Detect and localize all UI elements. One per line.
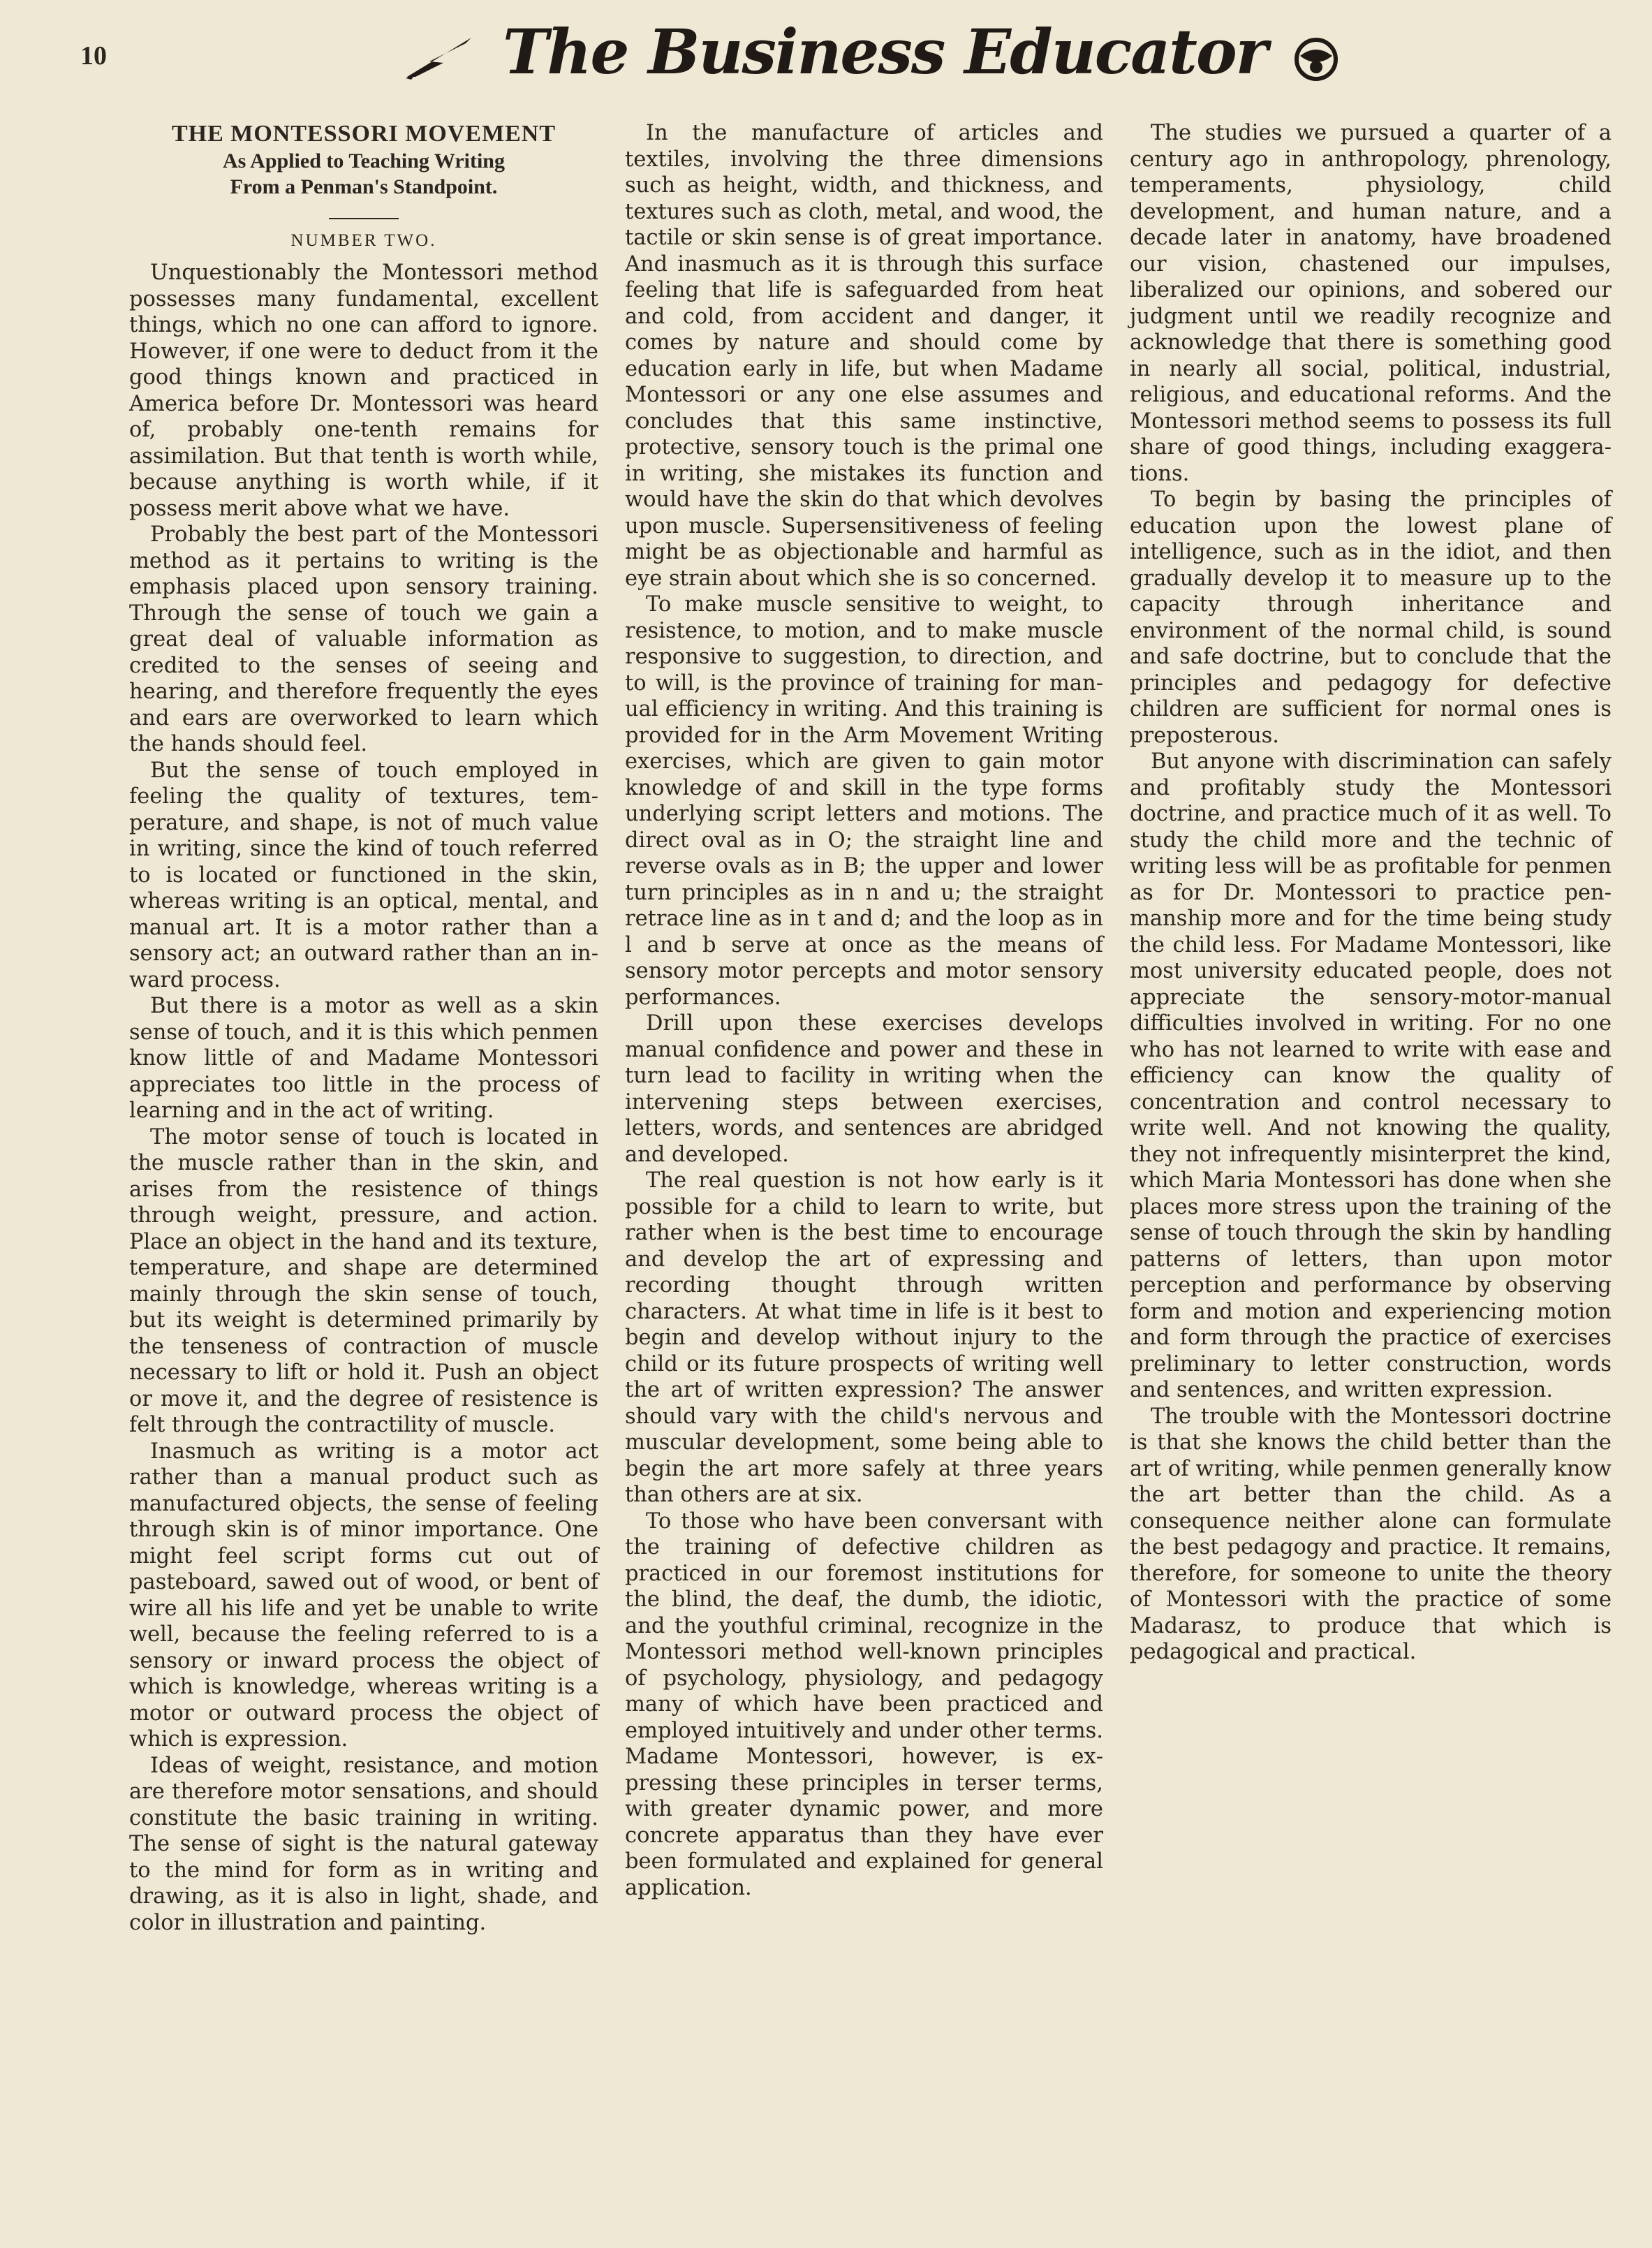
paragraph: But there is a motor as well as a skin sense of touch, and it is this which penmen know little of and Madame Montessori appreciates too little in the process of learning and in the act of writing. [129, 994, 598, 1123]
paragraph: Inasmuch as writing is a motor act rather than a manual product such as manufactured objects, the sense of feeling through skin is of minor importance. One might feel script forms cut out of pasteboard, sawed out of wood, or bent of wire all his life and yet be unable to write well, because the feeling referred to is a sensory or inward process the object of which is knowledge, whereas writing is a motor or outward process the object of which is expression. [129, 1439, 598, 1751]
paragraph: The trouble with the Montessori doctrine is that she knows the child better than the art of writing, while penmen generally know the art better than the child. As a consequence neither alone can formulate the best pedagogy and practice. It remains, therefore, for someone to unite the theory of Montessori with the practice of some Madarasz, to produce that which is pedagogical and practical. [1130, 1404, 1612, 1664]
page-number: 10 [80, 41, 107, 71]
title-divider [329, 218, 399, 219]
paragraph: Ideas of weight, resistance, and motion are therefore motor sensations, and should constitute the basic training in writing. The sense of sight is the natural gateway to the mind for form as in writing and drawing, as it is also in light, shade, and color in illustration and painting. [129, 1753, 598, 1935]
paragraph: Unquestionably the Montessori method possesses many fundamental, excellent things, which no one can afford to ignore. However, if one were to deduct from it the good things known and practiced in America before Dr. Montessori was heard of, probably one-tenth remains for assimilation. But that tenth is worth while, because anything is worth while, if it possess merit above what we have. [129, 260, 598, 521]
paragraph: To make muscle sensitive to weight, to resistence, to motion, and to make muscle responsive to suggestion, to direction, and to will, is the province of training for manual efficiency in writing. And this training is provided for in the Arm Movement Writing exercises, which are given to gain motor knowledge of and skill in the type forms underlying script letters and motions. The direct oval as in O; the straight line and reverse ovals as in B; the upper and lower turn principles as in n and u; the straight retrace line as in t and d; and the loop as in l and b serve at once as the means of sensory motor percepts and motor sensory performances. [625, 592, 1103, 1010]
paragraph: In the manufacture of articles and textiles, involving the three dimensions such as height, width, and thickness, and textures such as cloth, metal, and wood, the tactile or skin sense is of great importance. And inasmuch as it is through this surface feeling that life is safeguarded from heat and cold, from accident and danger, it comes by nature and should come by education early in life, but when Madame Montessori or any one else assumes and concludes that this same instinctive, protective, sensory touch is the primal one in writing, she mistakes its function and would have the skin do that which devolves upon muscle. Supersensitiveness of feeling might be as objectionable and harmful as eye strain about which she is so concerned. [625, 121, 1103, 591]
column-1 [129, 120, 598, 1936]
paragraph: The studies we pursued a quarter of a century ago in anthropology, phrenology, temperaments, physiology, child development, and human nature, and a decade later in anatomy, have broadened our vision, chastened our impulses, liberalized our opinions, and sobered our judgment until we readily recognize and acknowledge that there is something good in nearly all social, political, industrial, religious, and educational reforms. And the Montessori method seems to possess its full share of good things, including exaggerations. [1130, 121, 1612, 486]
paragraph: The real question is not how early is it possible for a child to learn to write, but rather when is the best time to encourage and develop the art of expressing and recording thought through written characters. At what time in life is it best to begin and develop without injury to the child or its future prospects of writing well the art of written expression? The answer should vary with the child's nervous and muscular development, some being able to begin the art more safely at three years than others are at six. [625, 1168, 1103, 1507]
publication-title: The Business Educator [503, 15, 1267, 88]
column-3 [1130, 120, 1612, 1666]
masthead [0, 0, 1652, 105]
paragraph: The motor sense of touch is located in the muscle rather than in the skin, and arises from the resistence of things through weight, pressure, and action. Place an object in the hand and its texture, temperature, and shape are determined mainly through the skin sense of touch, but its weight is determined primarily by the tenseness of contraction of muscle necessary to lift or hold it. Push an object or move it, and the degree of resistence is felt through the contractility of muscle. [129, 1124, 598, 1437]
paragraph: But the sense of touch employed in feeling the quality of textures, temperature, and shape, is not of much value in writing, since the kind of touch referred to is located or functioned in the skin, whereas writing is an optical, mental, and manual art. It is a motor rather than a sensory act; an outward rather than an inward process. [129, 758, 598, 992]
paragraph: Drill upon these exercises develops manual confidence and power and these in turn lead to facility in writing when the intervening steps between exercises, letters, words, and sentences are abridged and developed. [625, 1011, 1103, 1167]
article-subtitle-line1: As Applied to Teaching Writing [222, 149, 505, 172]
paragraph: To those who have been conversant with the training of defective children as practiced in our foremost institutions for the blind, the deaf, the dumb, the idiotic, and the youthful criminal, recognize in the Montessori method well-known principles of psychology, physiology, and pedagogy many of which have been practiced and employed intuitively and under other terms. Madame Montessori, however, is expressing these principles in terser terms, with greater dynamic power, and more concrete apparatus than they have ever been formulated and explained for general application. [625, 1508, 1103, 1900]
paragraph: Probably the best part of the Montessori method as it pertains to writing is the emphasis placed upon sensory training. Through the sense of touch we gain a great deal of valuable information as credited to the senses of seeing and hearing, and therefore frequently the eyes and ears are overworked to learn which the hands should feel. [129, 522, 598, 756]
paragraph: To begin by basing the principles of education upon the lowest plane of intelligence, such as in the idiot, and then gradually develop it to measure up to the capacity through inheritance and environment of the normal child, is sound and safe doctrine, but to conclude that the principles and pedagogy for defective children are sufficient for normal ones is preposterous. [1130, 487, 1612, 748]
article-title: THE MONTESSORI MOVEMENT [171, 121, 556, 147]
paragraph: But anyone with discrimination can safely and profitably study the Montessori doctrine, and practice much of it as well. To study the child more and the technic of writing less will be as profitable for penmen as for Dr. Montessori to practice penmanship more and for the time being study the child less. For Madame Montessori, like most university educated people, does not appreciate the sensory-motor-manual difficulties involved in writing. For no one who has not learned to write with ease and efficiency can know the quality of concentration and control necessary to write well. And not knowing the quality, they not infrequently misinterpret the kind, which Maria Montessori has done when she places more stress upon the training of the sense of touch through the skin by handling patterns of letters, than upon motor perception and performance by observing form and motion and experiencing motion and form through the practice of exercises preliminary to letter construction, words and sentences, and written expression. [1130, 749, 1612, 1402]
emblem-icon [1292, 35, 1341, 84]
article-number: NUMBER TWO. [290, 231, 437, 250]
quill-pen-icon [401, 34, 478, 82]
article-subtitle-line2: From a Penman's Standpoint. [230, 175, 498, 198]
column-2 [625, 120, 1103, 1901]
